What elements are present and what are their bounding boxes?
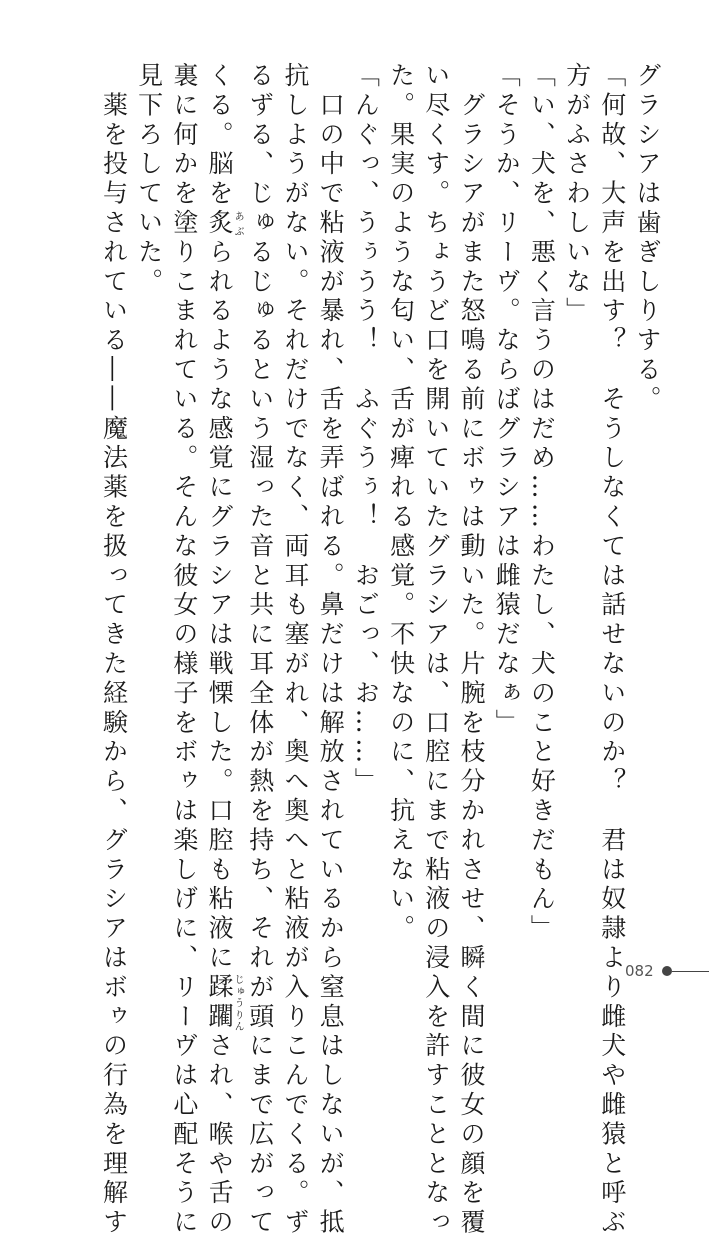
- text-line: 「そうか、リーヴ。ならばグラシアは雌猿だなぁ」: [492, 62, 522, 739]
- text-line: 薬を投与されている――魔法薬を扱ってきた経験から、グラシアはボゥの行為を理解す: [99, 62, 129, 1238]
- text-line: 見下ろしていた。: [134, 62, 164, 298]
- ruby-base: 蹂躙: [205, 973, 235, 1033]
- ruby-word: [205, 973, 244, 1033]
- text-line: 方がふさわしいな」: [562, 62, 592, 327]
- text-line: グラシアは歯ぎしりする。: [633, 62, 662, 415]
- text-line: 抗しようがない。それだけでなく、両耳も塞がれ、奥へ奥へと粘液が入りこんでくる。ず: [280, 62, 310, 1238]
- text-line: グラシアがまた怒鳴る前にボゥは動いた。片腕を枝分かれさせ、瞬く間に彼女の顔を覆: [456, 62, 486, 1238]
- page-number: 082: [625, 962, 654, 980]
- ruby-word: [205, 209, 244, 239]
- text-line: 「んぐっ、うぅうう！ ふぐうぅ！ おごっ、お……」: [351, 62, 381, 797]
- ruby-reading: あぶ: [232, 209, 244, 239]
- page-footer: [625, 962, 709, 980]
- text-line: 「何故、大声を出す？ そうしなくては話せないのか？ 君は奴隷より雌犬や雌猿と呼ぶ: [597, 62, 627, 1238]
- text-segment: られるような感覚にグラシアは戦慄した。口腔も粘液に: [205, 238, 235, 974]
- text-line: た。果実のような匂い、舌が痺れる感覚。不快なのに、抗えない。: [386, 62, 416, 944]
- text-line: い尽くす。ちょうど口を開いていたグラシアは、口腔にまで粘液の浸入を許すこととなっ: [421, 62, 451, 1238]
- text-segment: くる。脳を: [205, 62, 235, 209]
- ruby-reading: じゅうりん: [232, 973, 244, 1033]
- text-line: 裏に何かを塗りこまれている。そんな彼女の様子をボゥは楽しげに、リーヴは心配そうに: [169, 62, 199, 1238]
- text-segment: され、喉や舌の: [205, 1032, 235, 1238]
- page-marker-line: [672, 971, 709, 972]
- page-marker-dot-icon: [662, 966, 672, 976]
- text-line: 「い、犬を、悪く言うのはだめ……わたし、犬のこと好きだもん」: [527, 62, 557, 944]
- text-line: るずる、じゅるじゅるという湿った音と共に耳全体が熱を持ち、それが頭にまで広がって: [245, 62, 275, 1238]
- ruby-base: 炙: [205, 209, 235, 239]
- text-line: 口の中で粘液が暴れ、舌を弄ばれる。鼻だけは解放されているから窒息はしないが、抵: [316, 62, 346, 1238]
- text-line-with-ruby: [202, 62, 244, 1238]
